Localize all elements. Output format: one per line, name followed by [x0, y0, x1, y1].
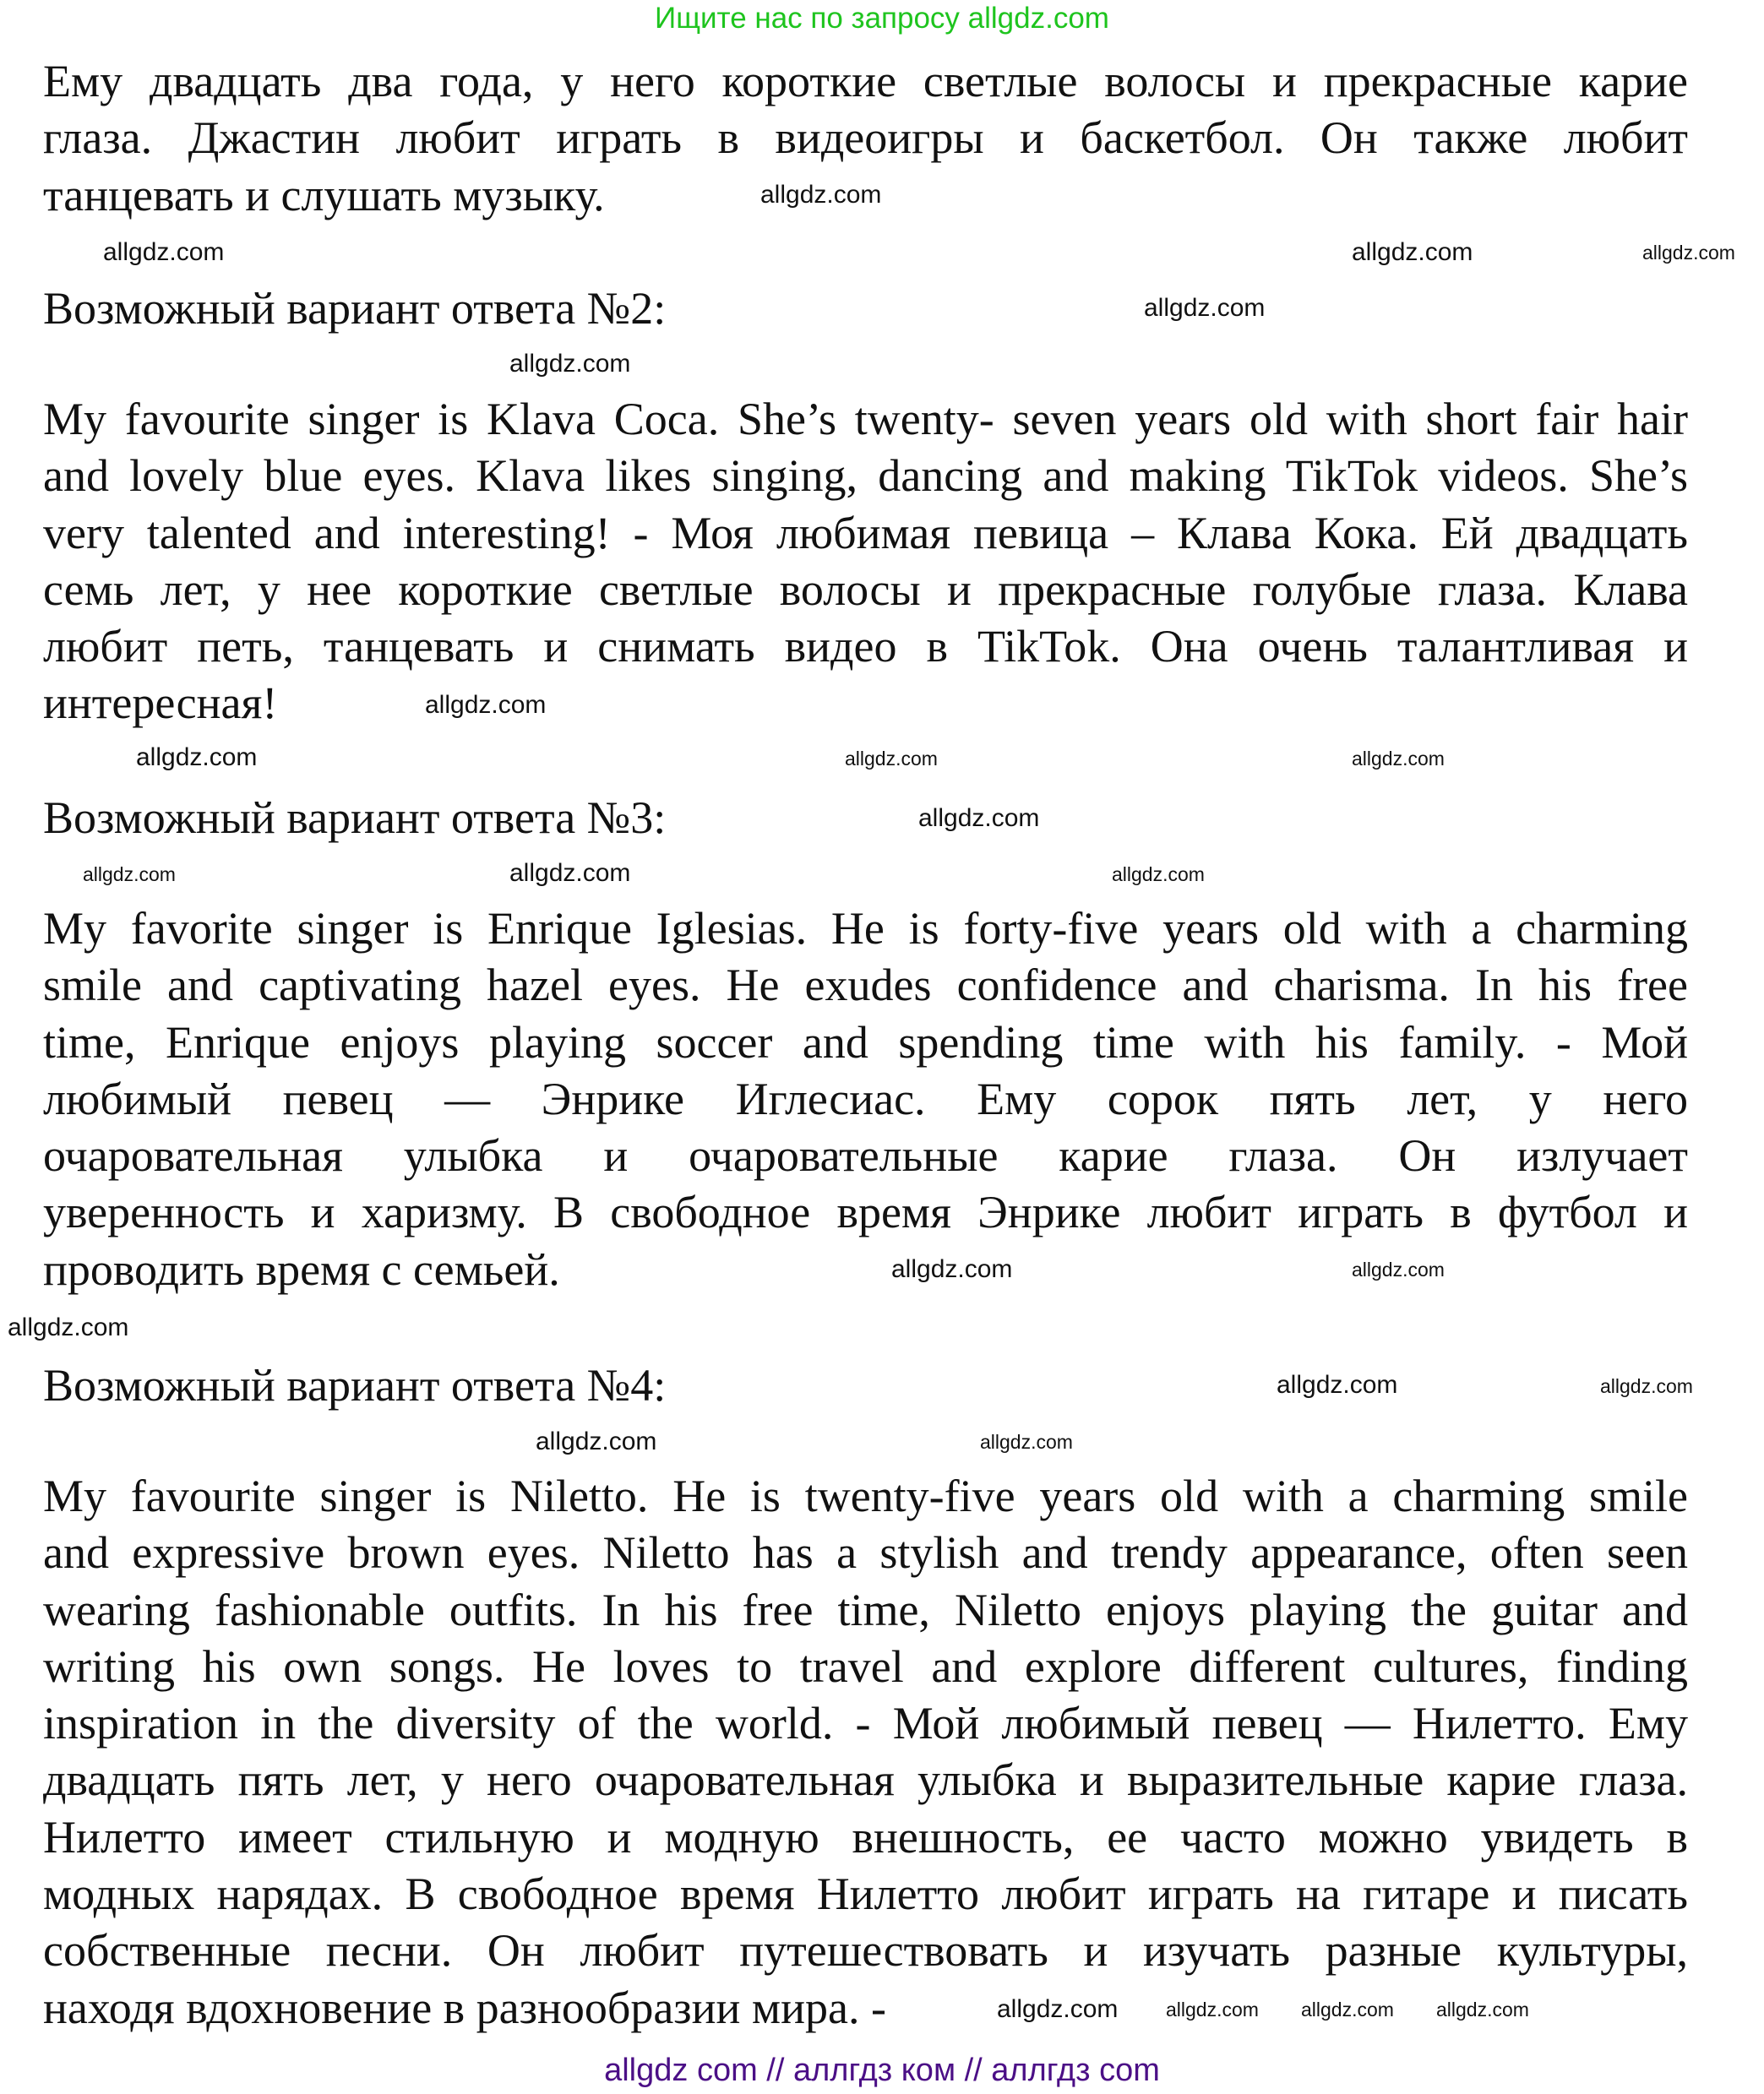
text-line: танцевать и слушать музыку.	[43, 169, 605, 220]
text-line: любимый певец — Энрике Иглесиас. Ему сорок пять лет, у него	[43, 1073, 1688, 1124]
watermark: allgdz.com	[997, 1995, 1119, 2023]
text-line: модных нарядах. В свободное время Нилетто любит играть на гитаре и писать	[43, 1868, 1688, 1920]
watermark: allgdz.com	[1277, 1371, 1398, 1399]
text-line: and expressive brown eyes. Niletto has a stylish and trendy appearance, often seen	[43, 1527, 1688, 1579]
watermark: allgdz.com	[1166, 1999, 1259, 2021]
text-line: very talented and interesting! - Моя любимая певица – Клава Кока. Ей двадцать	[43, 507, 1688, 558]
watermark: allgdz.com	[1352, 1259, 1445, 1281]
watermark: allgdz.com	[536, 1428, 657, 1455]
text-line: time, Enrique enjoys playing soccer and spending time with his family. - Мой	[43, 1016, 1688, 1068]
text-line: Нилетто имеет стильную и модную внешность, ее часто можно увидеть в	[43, 1811, 1688, 1863]
watermark: allgdz.com	[1600, 1375, 1693, 1397]
watermark: allgdz.com	[136, 743, 258, 771]
text-line: семь лет, у нее короткие светлые волосы и прекрасные голубые глаза. Клава	[43, 563, 1688, 615]
watermark: allgdz.com	[891, 1255, 1013, 1283]
text-line: Ему двадцать два года, у него короткие светлые волосы и прекрасные карие	[43, 56, 1688, 106]
text-line: writing his own songs. He loves to travel and explore different cultures, finding	[43, 1640, 1688, 1692]
text-line: очаровательная улыбка и очаровательные карие глаза. Он излучает	[43, 1130, 1688, 1182]
paragraph-3	[43, 900, 1688, 1298]
text-line: находя вдохновение в разнообразии мира. -	[43, 1982, 886, 2033]
watermark: allgdz.com	[845, 748, 938, 770]
watermark: allgdz.com	[509, 859, 631, 887]
text-line: inspiration in the diversity of the world. - Мой любимый певец — Нилетто. Ему	[43, 1698, 1688, 1749]
footer-links: allgdz com // аллгдз ком // аллгдз com	[604, 2053, 1160, 2088]
watermark: allgdz.com	[425, 691, 547, 719]
watermark: allgdz.com	[1144, 294, 1266, 322]
watermark: allgdz.com	[760, 181, 882, 209]
watermark: allgdz.com	[1352, 748, 1445, 770]
text-line: My favorite singer is Enrique Iglesias. He is forty-five years old with a charming	[43, 903, 1688, 954]
watermark: allgdz.com	[1301, 1999, 1394, 2021]
watermark: allgdz.com	[1352, 238, 1473, 266]
watermark: allgdz.com	[1112, 863, 1205, 885]
text-line: My favourite singer is Niletto. He is twenty-five years old with a charming smile	[43, 1471, 1688, 1521]
text-line: двадцать пять лет, у него очаровательная улыбка и выразительные карие глаза.	[43, 1754, 1688, 1806]
heading-variant-3: Возможный вариант ответа №3:	[43, 792, 667, 843]
text-line: глаза. Джастин любит играть в видеоигры и баскетбол. Он также любит	[43, 112, 1688, 164]
text-line: wearing fashionable outfits. In his free time, Niletto enjoys playing the guitar and	[43, 1584, 1688, 1635]
watermark: allgdz.com	[83, 863, 176, 885]
paragraph-2	[43, 391, 1688, 732]
watermark: allgdz.com	[509, 350, 631, 378]
text-line: собственные песни. Он любит путешествовать и изучать разные культуры,	[43, 1925, 1688, 1977]
paragraph-4	[43, 1468, 1688, 2037]
text-line: интересная!	[43, 677, 278, 729]
watermark: allgdz.com	[1436, 1999, 1529, 2021]
watermark: allgdz.com	[1642, 242, 1735, 264]
watermark: allgdz.com	[980, 1431, 1073, 1453]
text-line: and lovely blue eyes. Klava likes singing, dancing and making TikTok videos. She’s	[43, 450, 1688, 502]
watermark: allgdz.com	[8, 1314, 129, 1341]
search-banner: Ищите нас по запросу allgdz.com	[655, 2, 1109, 35]
watermark: allgdz.com	[103, 238, 225, 266]
heading-variant-2: Возможный вариант ответа №2:	[43, 283, 667, 334]
text-line: любит петь, танцевать и снимать видео в TikTok. Она очень талантливая и	[43, 621, 1688, 672]
text-line: уверенность и харизму. В свободное время Энрике любит играть в футбол и	[43, 1187, 1688, 1238]
text-line: проводить время с семьей.	[43, 1243, 560, 1295]
text-line: smile and captivating hazel eyes. He exudes confidence and charisma. In his free	[43, 960, 1688, 1011]
heading-variant-4: Возможный вариант ответа №4:	[43, 1360, 667, 1411]
text-line: My favourite singer is Klava Coca. She’s twenty- seven years old with short fair hair	[43, 394, 1688, 444]
watermark: allgdz.com	[918, 804, 1040, 832]
